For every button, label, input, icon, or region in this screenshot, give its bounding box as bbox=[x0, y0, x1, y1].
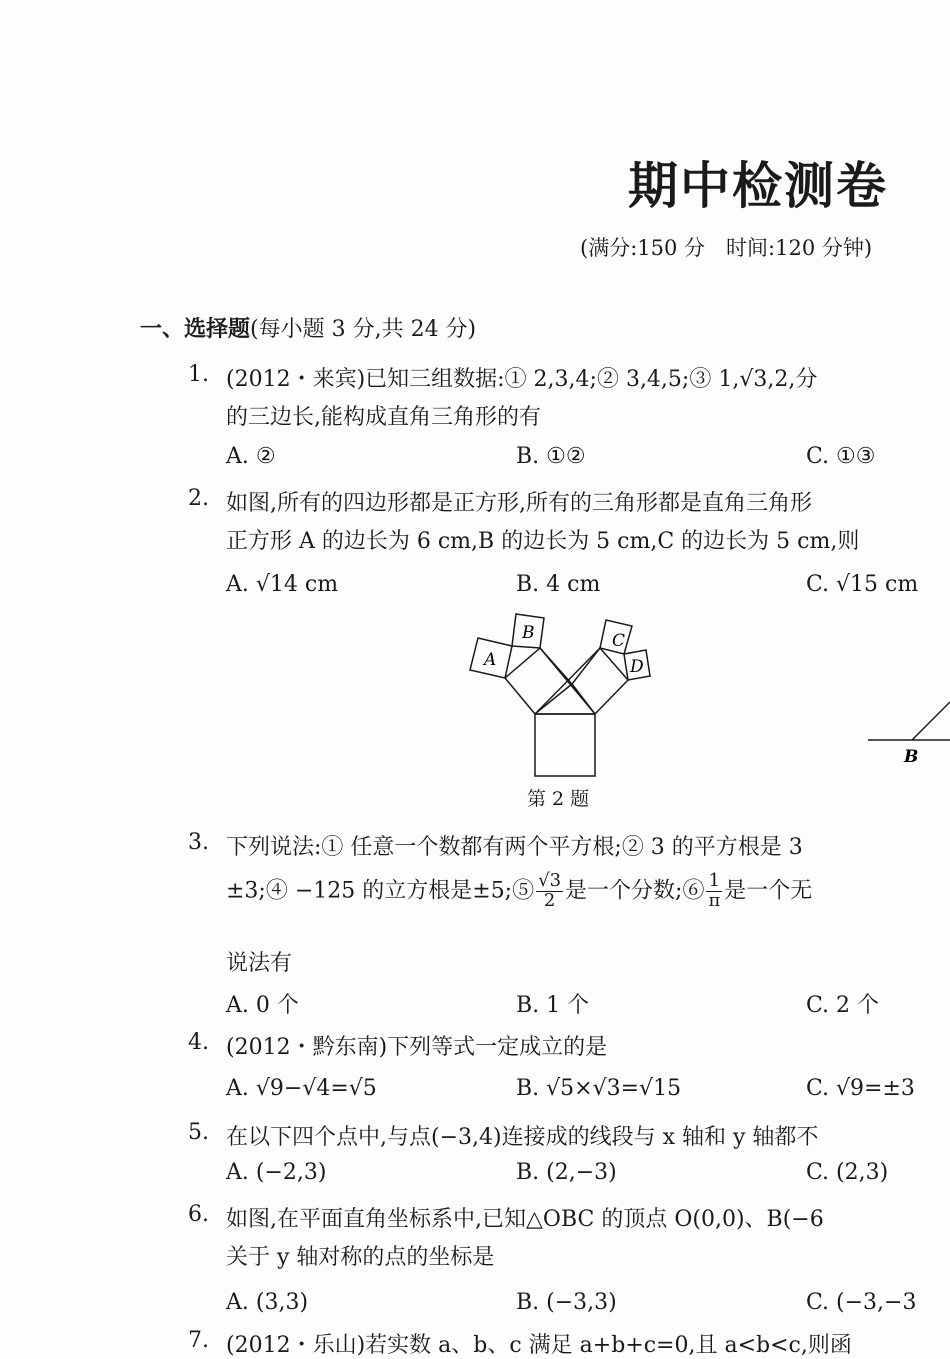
q2-line1: 如图,所有的四边形都是正方形,所有的三角形都是直角三角形 bbox=[226, 491, 812, 516]
q1-line1: (2012・来宾)已知三组数据:① 2,3,4;② 3,4,5;③ 1,√3,2,分 bbox=[226, 367, 818, 392]
q2-figure bbox=[460, 608, 670, 778]
q1-number: 1. bbox=[188, 362, 209, 387]
q3-number: 3. bbox=[188, 830, 209, 855]
q2-option-c: C. √15 cm bbox=[806, 572, 919, 597]
q4-option-a: A. √9−√4=√5 bbox=[226, 1076, 377, 1101]
section-title: 一、选择题 bbox=[140, 316, 251, 342]
left-middle-square bbox=[505, 648, 572, 714]
q5-option-c: C. (2,3) bbox=[806, 1160, 889, 1185]
q4-option-b: B. √5×√3=√15 bbox=[516, 1076, 682, 1101]
fraction-numerator: √3 bbox=[538, 870, 562, 891]
q1-option-a: A. ② bbox=[226, 444, 276, 469]
q7-number: 7. bbox=[188, 1328, 209, 1353]
section-heading bbox=[140, 312, 476, 343]
q2-number: 2. bbox=[188, 486, 209, 511]
right-middle-square bbox=[572, 648, 628, 714]
bottom-square bbox=[535, 714, 595, 776]
q4-number: 4. bbox=[188, 1030, 209, 1055]
q5-line1: 在以下四个点中,与点(−3,4)连接成的线段与 x 轴和 y 轴都不 bbox=[226, 1125, 819, 1150]
q1-line2: 的三边长,能构成直角三角形的有 bbox=[226, 405, 541, 430]
fraction-1-over-pi bbox=[706, 872, 722, 911]
q3-partial-figure bbox=[860, 690, 950, 770]
q3-line2-a: ±3;④ −125 的立方根是±5;⑤ bbox=[226, 878, 535, 904]
q2-option-b: B. 4 cm bbox=[516, 572, 601, 597]
fraction-denominator: π bbox=[708, 889, 721, 911]
page-subtitle: (满分:150 分 时间:120 分钟) bbox=[580, 236, 873, 260]
fraction-numerator: 1 bbox=[706, 872, 722, 892]
q6-number: 6. bbox=[188, 1202, 209, 1227]
label-b2: B bbox=[904, 747, 919, 767]
q6-line2: 关于 y 轴对称的点的坐标是 bbox=[226, 1245, 495, 1270]
q1-option-c: C. ①③ bbox=[806, 444, 876, 469]
q3-line2-b: 是一个分数;⑥ bbox=[565, 878, 705, 904]
q6-option-a: A. (3,3) bbox=[226, 1290, 309, 1315]
label-a: A bbox=[484, 650, 497, 670]
q2-option-a: A. √14 cm bbox=[226, 572, 339, 597]
page-title: 期中检测卷 bbox=[628, 156, 888, 215]
fraction-denominator: 2 bbox=[543, 889, 556, 911]
q2-line2: 正方形 A 的边长为 6 cm,B 的边长为 5 cm,C 的边长为 5 cm,则 bbox=[226, 529, 860, 554]
q3-option-a: A. 0 个 bbox=[226, 993, 299, 1018]
q6-option-b: B. (−3,3) bbox=[516, 1290, 617, 1315]
q5-option-a: A. (−2,3) bbox=[226, 1160, 327, 1185]
q3-line1: 下列说法:① 任意一个数都有两个平方根;② 3 的平方根是 3 bbox=[226, 835, 803, 860]
fraction-sqrt3-over-2 bbox=[536, 872, 563, 911]
q3-line3: 说法有 bbox=[226, 951, 293, 976]
q3-line2-c: 是一个无 bbox=[724, 878, 813, 904]
q1-option-b: B. ①② bbox=[516, 444, 586, 469]
q7-line1: (2012・乐山)若实数 a、b、c 满足 a+b+c=0,且 a<b<c,则函 bbox=[226, 1333, 852, 1358]
q3-option-b: B. 1 个 bbox=[516, 993, 590, 1018]
label-c: C bbox=[612, 631, 626, 651]
q6-line1: 如图,在平面直角坐标系中,已知△OBC 的顶点 O(0,0)、B(−6 bbox=[226, 1207, 824, 1232]
q4-option-c: C. √9=±3 bbox=[806, 1076, 915, 1101]
q3-option-c: C. 2 个 bbox=[806, 993, 880, 1018]
section-note: (每小题 3 分,共 24 分) bbox=[250, 317, 477, 342]
q3-line2 bbox=[226, 872, 812, 911]
q2-figure-caption: 第 2 题 bbox=[527, 788, 590, 810]
label-b: B bbox=[522, 623, 535, 643]
q6-option-c: C. (−3,−3 bbox=[806, 1290, 917, 1315]
q5-number: 5. bbox=[188, 1120, 209, 1145]
q4-line1: (2012・黔东南)下列等式一定成立的是 bbox=[226, 1035, 608, 1060]
q5-option-b: B. (2,−3) bbox=[516, 1160, 617, 1185]
label-d: D bbox=[630, 657, 644, 677]
